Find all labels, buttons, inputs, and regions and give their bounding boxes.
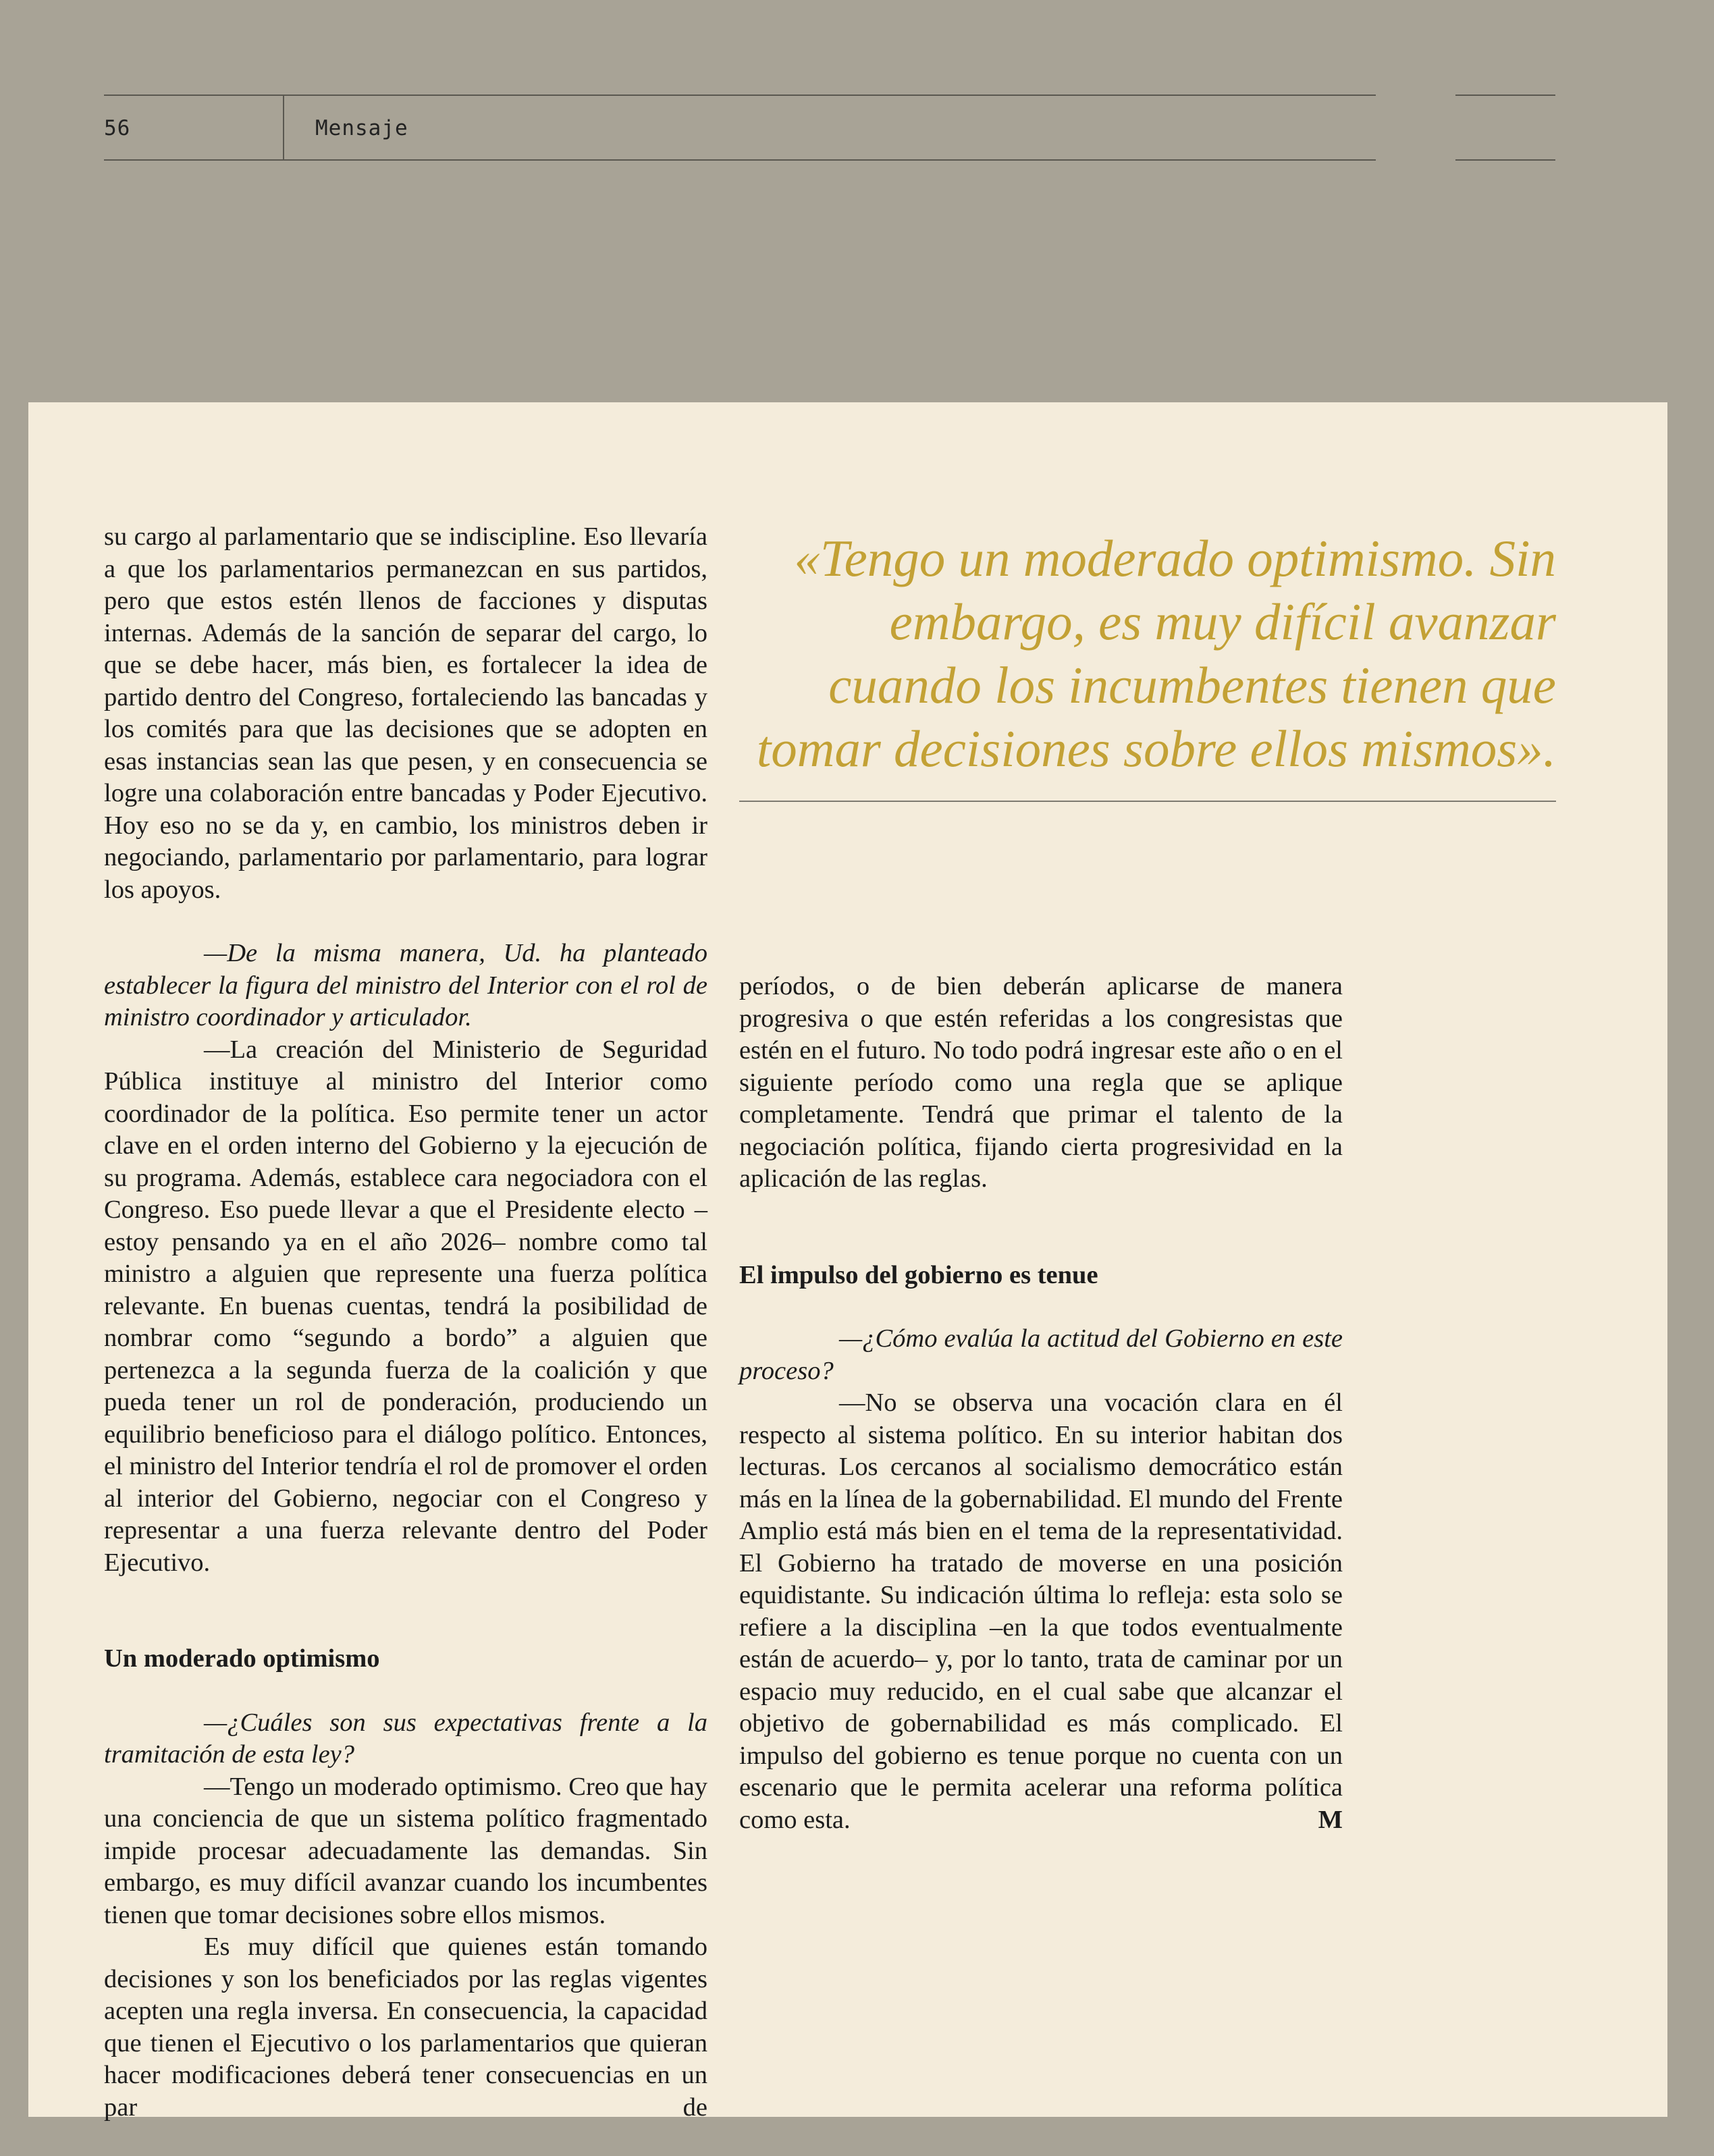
interview-question: —¿Cuáles son sus expectativas frente a la tramitación de esta ley? [104, 1708, 707, 1769]
right-column [739, 971, 1343, 1836]
header-bottom-rule-right [1455, 159, 1555, 161]
header-divider [283, 95, 284, 161]
interview-question: —¿Cómo evalúa la actitud del Gobierno en este proceso? [739, 1324, 1343, 1385]
paragraph: Es muy difícil que quienes están tomando decisiones y son los beneficiados por las reglas vigentes acepten una regla inversa. En consecuencia, la capacidad que tienen el Ejecutivo o los parlamentarios que quieran hacer modificaciones deberá tener consecuencias en un par de [104, 1933, 707, 2122]
interview-answer: —Tengo un moderado optimismo. Creo que hay una conciencia de que un sistema político fragmentado impide procesar adecuadamente las demandas. Sin embargo, es muy difícil avanzar cuando los incumbentes tienen que tomar decisiones sobre ellos mismos. [104, 1772, 707, 1929]
interview-question: —De la misma manera, Ud. ha planteado establecer la figura del ministro del Interior con el rol de ministro coordinador y articulador. [104, 939, 707, 1031]
section-title: Mensaje [315, 116, 408, 140]
left-column [104, 521, 707, 2156]
answer-text: —No se observa una vocación clara en él respecto al sistema político. En su interior habitan dos lecturas. Los cercanos al socialismo democrático están más en la línea de la gobernabilidad. El mundo del Frente Amplio está más bien en el tema de la representatividad. El Gobierno ha tratado de moverse en una posición equidistante. Su indicación última lo refleja: esta solo se refiere a la disciplina –en la que todos eventualmente están de acuerdo– y, por lo tanto, trata de caminar por un espacio muy reducido, en el cual sabe que alcanzar el objetivo de gobernabilidad es más complicado. El impulso del gobierno es tenue porque no cuenta con un escenario que le permita acelerar una reforma política como esta. [739, 1389, 1343, 1834]
pull-quote: «Tengo un moderado optimismo. Sin embargo, es muy difícil avanzar cuando los incumbentes tienen que tomar decisiones sobre ellos mismos». [756, 529, 1556, 778]
header-bottom-rule [104, 159, 1376, 161]
paragraph: su cargo al parlamentario que se indiscipline. Eso llevaría a que los parlamentarios permanezcan en sus partidos, pero que estos estén llenos de facciones y disputas internas. Además de la sanción de separar del cargo, lo que se debe hacer, más bien, es fortalecer la idea de partido dentro del Congreso, fortaleciendo las bancadas y los comités para que las decisiones que se adopten en esas instancias sean las que pesen, y en consecuencia se logre una colaboración entre bancadas y Poder Ejecutivo. Hoy eso no se da y, en cambio, los ministros deben ir negociando, parlamentario por parlamentario, para lograr los apoyos. [104, 522, 707, 904]
section-heading: El impulso del gobierno es tenue [739, 1260, 1098, 1289]
header-top-rule [104, 95, 1376, 96]
section-heading: Un moderado optimismo [104, 1644, 380, 1673]
interview-answer [739, 1387, 1343, 1836]
header-top-rule-right [1455, 95, 1555, 96]
end-mark: M [1318, 1805, 1343, 1834]
paragraph: períodos, o de bien deberán aplicarse de manera progresiva o que estén referidas a los congresistas que estén en el futuro. No todo podrá ingresar este año o en el siguiente período como una regla que se aplique completamente. Tendrá que primar el talento de la negociación política, fijando cierta progresividad en la aplicación de las reglas. [739, 972, 1343, 1193]
page-number: 56 [104, 116, 131, 140]
pull-quote-rule [739, 801, 1556, 802]
interview-answer: —La creación del Ministerio de Seguridad Pública instituye al ministro del Interior como coordinador de la política. Eso permite tener un actor clave en el orden interno del Gobierno y la ejecución de su programa. Además, establece cara negociadora con el Congreso. Eso puede llevar a que el Presidente electo –estoy pensando ya en el año 2026– nombre como tal ministro a alguien que represente una fuerza política relevante. En buenas cuentas, tendrá la posibilidad de nombrar como “segundo a bordo” a alguien que pertenezca a la segunda fuerza de la coalición y que pueda tener un rol de ponderación, produciendo un equilibrio beneficioso para el diálogo político. Entonces, el ministro del Interior tendría el rol de promover el orden al interior del Gobierno, negociar con el Congreso y representar a una fuerza relevante dentro del Poder Ejecutivo. [104, 1035, 707, 1577]
